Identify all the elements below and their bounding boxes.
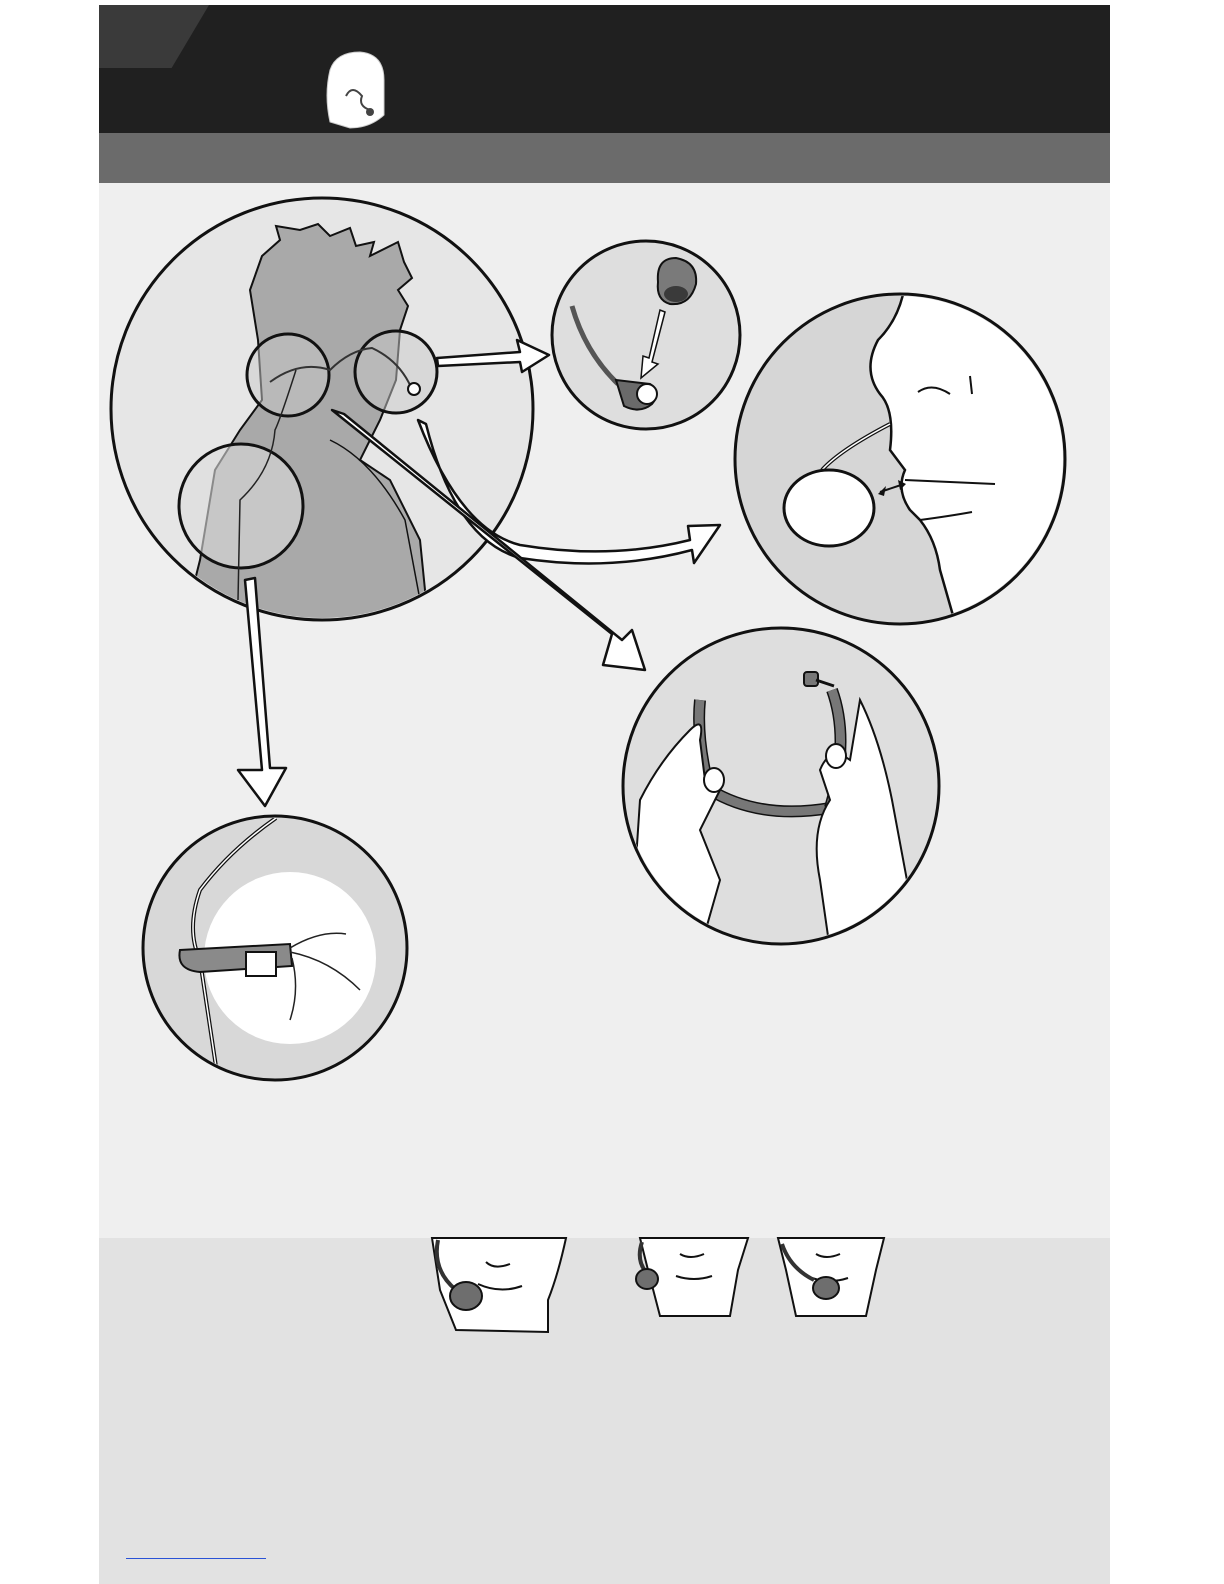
boom-bending-circle — [623, 628, 939, 950]
face-thumbnails — [432, 1238, 884, 1332]
face-mic-in-mouth-icon — [778, 1238, 884, 1316]
mouth-mic-circle — [735, 290, 1080, 640]
face-mic-too-far-icon — [636, 1238, 748, 1316]
footer-link[interactable] — [126, 1557, 266, 1559]
cable-clip-circle — [143, 816, 407, 1080]
main-person-circle — [111, 198, 533, 640]
foam-windscreen-circle — [552, 241, 740, 429]
face-mic-correct-icon — [432, 1238, 566, 1332]
